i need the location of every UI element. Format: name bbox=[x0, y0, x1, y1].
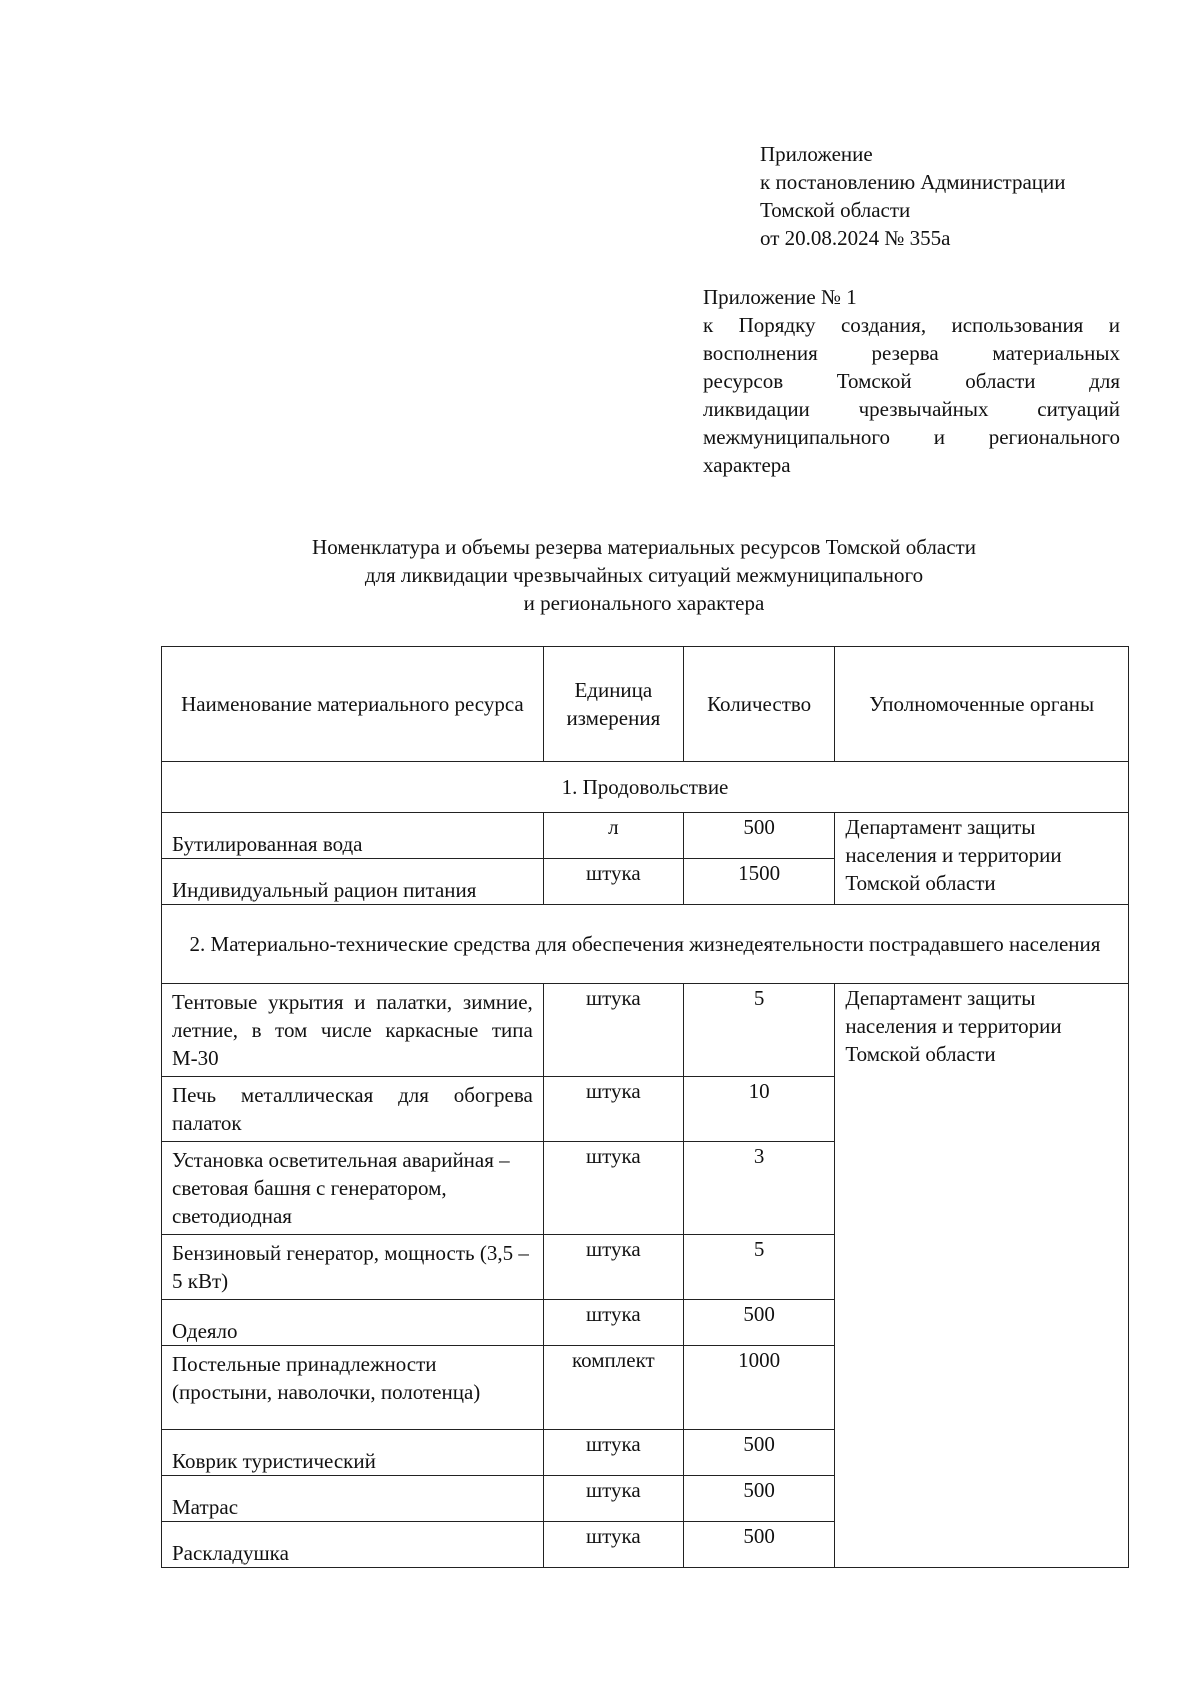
appendix-1-line: межмуниципального и регионального bbox=[703, 425, 1120, 449]
resource-unit: комплект bbox=[543, 1346, 683, 1430]
resource-name: Печь металлическая для обогрева палаток bbox=[162, 1077, 544, 1142]
resource-unit: л bbox=[543, 813, 683, 859]
table-header-row bbox=[162, 647, 1129, 762]
header-quantity: Количество bbox=[683, 647, 834, 762]
resource-quantity: 500 bbox=[683, 813, 834, 859]
appendix-header bbox=[760, 140, 1120, 252]
header-authority: Уполномоченные органы bbox=[835, 647, 1129, 762]
appendix-header-line: к постановлению Администрации bbox=[760, 170, 1066, 194]
resource-quantity: 1500 bbox=[683, 859, 834, 905]
resources-table bbox=[161, 646, 1129, 1568]
resource-unit: штука bbox=[543, 1300, 683, 1346]
appendix-1-line: характера bbox=[703, 453, 791, 477]
title-line: для ликвидации чрезвычайных ситуаций межмуниципального bbox=[364, 563, 924, 587]
title-line: Номенклатура и объемы резерва материальных ресурсов Томской области bbox=[312, 535, 976, 559]
header-name: Наименование материального ресурса bbox=[162, 647, 544, 762]
appendix-1-line: к Порядку создания, использования и bbox=[703, 313, 1120, 337]
resource-unit: штука bbox=[543, 1430, 683, 1476]
resource-unit: штука bbox=[543, 1077, 683, 1142]
authority-cell: Департамент защиты населения и территории Томской области bbox=[835, 984, 1129, 1568]
resource-name: Матрас bbox=[162, 1476, 544, 1522]
title-line: и регионального характера bbox=[523, 591, 765, 615]
resource-name: Установка осветительная аварийная – световая башня с генератором, светодиодная bbox=[162, 1142, 544, 1235]
section-title: 1. Продовольствие bbox=[162, 762, 1129, 813]
resource-unit: штука bbox=[543, 1476, 683, 1522]
appendix-header-line: от 20.08.2024 № 355а bbox=[760, 226, 951, 250]
resource-quantity: 5 bbox=[683, 984, 834, 1077]
resource-quantity: 5 bbox=[683, 1235, 834, 1300]
resource-quantity: 500 bbox=[683, 1522, 834, 1568]
resource-unit: штука bbox=[543, 859, 683, 905]
resource-name: Тентовые укрытия и палатки, зимние, летние, в том числе каркасные типа М-30 bbox=[162, 984, 544, 1077]
table-row bbox=[162, 813, 1129, 859]
resource-quantity: 10 bbox=[683, 1077, 834, 1142]
resource-unit: штука bbox=[543, 984, 683, 1077]
resource-name: Бутилированная вода bbox=[162, 813, 544, 859]
resource-quantity: 500 bbox=[683, 1300, 834, 1346]
header-unit: Единица измерения bbox=[543, 647, 683, 762]
resource-unit: штука bbox=[543, 1235, 683, 1300]
appendix-1-line: ресурсов Томской области для bbox=[703, 369, 1120, 393]
resource-quantity: 1000 bbox=[683, 1346, 834, 1430]
resource-quantity: 500 bbox=[683, 1476, 834, 1522]
resource-name: Раскладушка bbox=[162, 1522, 544, 1568]
resource-quantity: 500 bbox=[683, 1430, 834, 1476]
resource-name: Постельные принадлежности (простыни, наволочки, полотенца) bbox=[162, 1346, 544, 1430]
authority-cell: Департамент защиты населения и территории Томской области bbox=[835, 813, 1129, 905]
appendix-1-line: ликвидации чрезвычайных ситуаций bbox=[703, 397, 1120, 421]
resource-name: Индивидуальный рацион питания bbox=[162, 859, 544, 905]
resource-name: Коврик туристический bbox=[162, 1430, 544, 1476]
appendix-1-line: Приложение № 1 bbox=[703, 285, 857, 309]
appendix-header-line: Приложение bbox=[760, 142, 873, 166]
resource-unit: штука bbox=[543, 1142, 683, 1235]
section-row bbox=[162, 905, 1129, 984]
resource-name: Одеяло bbox=[162, 1300, 544, 1346]
resource-quantity: 3 bbox=[683, 1142, 834, 1235]
appendix-1-header bbox=[703, 283, 1120, 479]
section-title: 2. Материально-технические средства для обеспечения жизнедеятельности пострадавшего населения bbox=[162, 905, 1129, 984]
appendix-header-line: Томской области bbox=[760, 198, 911, 222]
appendix-1-line: восполнения резерва материальных bbox=[703, 341, 1120, 365]
resource-name: Бензиновый генератор, мощность (3,5 – 5 кВт) bbox=[162, 1235, 544, 1300]
table-row bbox=[162, 984, 1129, 1077]
resource-unit: штука bbox=[543, 1522, 683, 1568]
document-title bbox=[160, 533, 1128, 617]
section-row bbox=[162, 762, 1129, 813]
